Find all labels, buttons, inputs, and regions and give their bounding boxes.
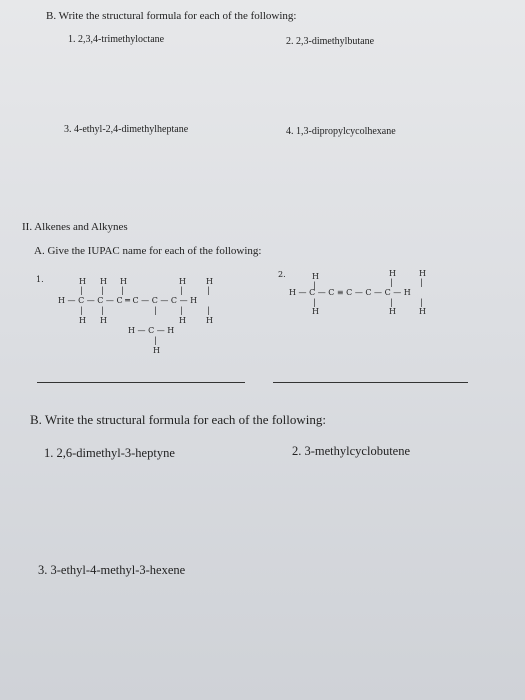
bond-line: | xyxy=(154,336,157,345)
bond-line: | xyxy=(313,281,316,290)
atom-h: H xyxy=(179,277,186,286)
question-b1-1: 1. 2,3,4-trimethyloctane xyxy=(68,34,165,45)
atom-h: H xyxy=(100,277,107,286)
bond-line: | xyxy=(390,298,393,307)
section-ii-a-heading: A. Give the IUPAC name for each of the following: xyxy=(34,245,262,257)
atom-h: H xyxy=(389,307,396,316)
question-b1-4: 4. 1,3-dipropylcycolhexane xyxy=(286,126,396,137)
section-ii-heading: II. Alkenes and Alkynes xyxy=(22,221,128,233)
structure-2-number: 2. xyxy=(278,270,286,279)
bond-line: | xyxy=(390,278,393,287)
bond-line: | xyxy=(180,306,183,315)
atom-h: H xyxy=(312,307,319,316)
question-b1-3: 3. 4-ethyl-2,4-dimethylheptane xyxy=(64,124,189,135)
atom-h: H xyxy=(79,316,86,325)
atom-h: H xyxy=(389,269,396,278)
question-b2-1: 1. 2,6-dimethyl-3-heptyne xyxy=(44,446,175,460)
section-b2-heading: B. Write the structural formula for each of the following: xyxy=(30,412,326,427)
atom-h: H xyxy=(419,269,426,278)
bond-line: | xyxy=(80,286,83,295)
question-b2-2: 2. 3-methylcyclobutene xyxy=(292,444,411,458)
bond-line: | xyxy=(207,306,210,315)
atom-h: H xyxy=(120,277,127,286)
atom-h: H xyxy=(312,272,319,281)
bond-line: | xyxy=(101,306,104,315)
answer-line-2[interactable] xyxy=(273,382,468,383)
bond-line: | xyxy=(180,286,183,295)
atom-h: H xyxy=(179,316,186,325)
bond-line: | xyxy=(420,278,423,287)
section-b-heading: B. Write the structural formula for each of the following: xyxy=(46,10,297,22)
atom-h: H xyxy=(206,316,213,325)
atom-h: H xyxy=(153,346,160,355)
structure-1-branch: H — C — H xyxy=(128,326,175,335)
atom-h: H xyxy=(79,277,86,286)
structure-1-number: 1. xyxy=(36,275,44,284)
bond-line: | xyxy=(313,298,316,307)
answer-line-1[interactable] xyxy=(37,382,245,383)
bond-line: | xyxy=(101,286,104,295)
atom-h: H xyxy=(100,316,107,325)
bond-line: | xyxy=(207,286,210,295)
bond-line: | xyxy=(121,286,124,295)
structure-1-chain: H — C — C — C ═ C — C — C — H xyxy=(58,296,198,305)
question-b2-3: 3. 3-ethyl-4-methyl-3-hexene xyxy=(38,563,186,577)
bond-line: | xyxy=(154,306,157,315)
atom-h: H xyxy=(419,307,426,316)
bond-line: | xyxy=(80,306,83,315)
atom-h: H xyxy=(206,277,213,286)
question-b1-2: 2. 2,3-dimethylbutane xyxy=(286,36,375,47)
bond-line: | xyxy=(420,298,423,307)
structure-2-chain: H — C — C ≡ C — C — C — H xyxy=(289,288,411,297)
